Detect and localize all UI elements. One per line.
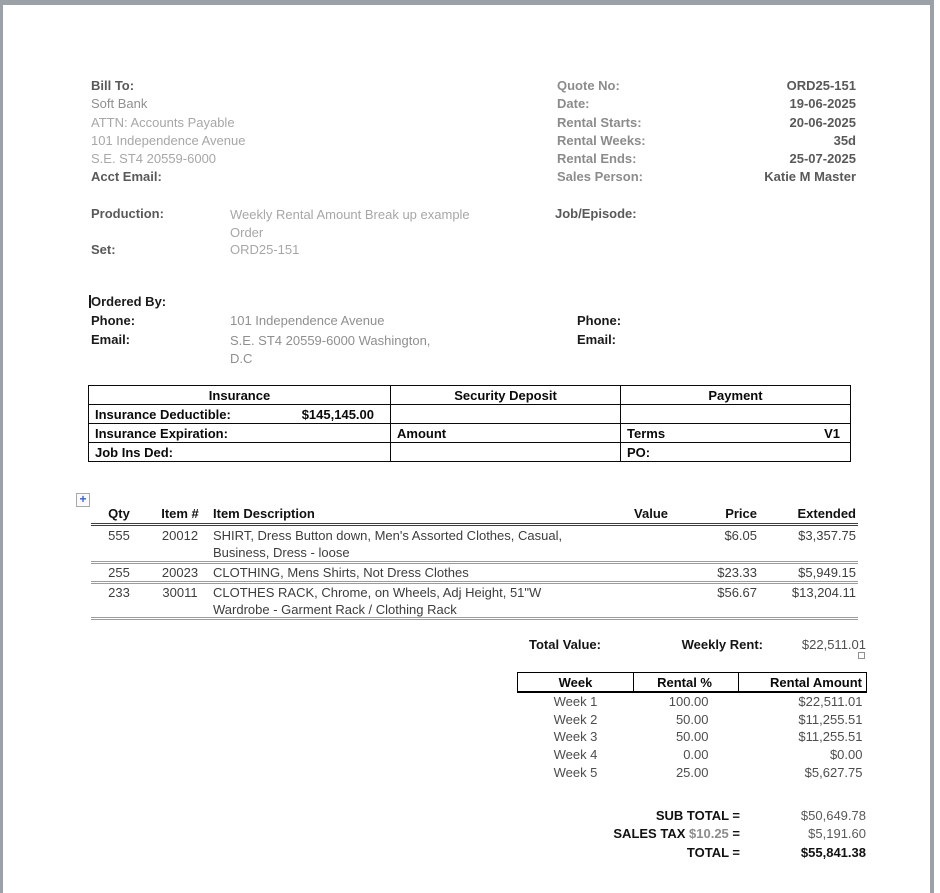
rental-ends-label: Rental Ends: xyxy=(557,151,637,167)
row-separator xyxy=(91,561,858,564)
email-value-line2: D.C xyxy=(230,351,253,367)
sales-tax-row xyxy=(450,826,866,845)
total-value: $55,841.38 xyxy=(800,845,866,860)
rental-weeks-value: 35d xyxy=(833,132,856,148)
extended-header: Extended xyxy=(797,506,856,521)
week-name: Week 4 xyxy=(553,747,598,763)
sales-tax-value: $5,191.60 xyxy=(808,826,866,841)
date-row xyxy=(557,95,856,113)
week-pct: 50.00 xyxy=(675,729,709,745)
phone-value: 101 Independence Avenue xyxy=(230,313,385,328)
insurance-header-row xyxy=(89,386,851,405)
item-description-line2: Business, Dress - loose xyxy=(213,544,350,560)
week-name: Week 5 xyxy=(553,764,598,780)
week-amount: $5,627.75 xyxy=(804,764,863,780)
total-value-label: Total Value: xyxy=(529,637,601,652)
item-extended: $5,949.15 xyxy=(798,565,856,580)
quote-no-label: Quote No: xyxy=(557,78,620,93)
sales-person-row xyxy=(557,168,856,186)
ordered-by-label: Ordered By: xyxy=(91,294,167,309)
rental-weeks-label: Rental Weeks: xyxy=(557,132,646,148)
item-description-line2: Wardrobe - Garment Rack / Clothing Rack xyxy=(213,601,457,617)
week-amount: $0.00 xyxy=(829,747,863,763)
sub-total-row xyxy=(450,808,866,827)
item-extended: $3,357.75 xyxy=(798,528,856,543)
sub-total-value: $50,649.78 xyxy=(800,808,866,823)
date-label: Date: xyxy=(557,96,590,112)
item-description-line1: CLOTHES RACK, Chrome, on Wheels, Adj Height, 51"W xyxy=(213,585,542,600)
week-row xyxy=(518,763,867,781)
sub-total-label: SUB TOTAL = xyxy=(655,808,740,823)
row-separator xyxy=(91,581,858,584)
insurance-deductible-value: $145,145.00 xyxy=(301,406,374,422)
bill-to-section xyxy=(91,77,245,187)
item-price: $56.67 xyxy=(717,585,757,600)
item-number-header: Item # xyxy=(161,506,199,521)
insurance-expiration-label: Insurance Expiration: xyxy=(89,424,391,443)
set-label: Set: xyxy=(91,242,116,257)
production-value-line1: Weekly Rental Amount Break up example xyxy=(230,207,470,222)
weekly-rent-value: $22,511.01 xyxy=(801,637,866,652)
week-amount: $22,511.01 xyxy=(798,694,863,710)
week-header: Week xyxy=(518,673,634,693)
value-header: Value xyxy=(634,506,668,521)
table-resize-handle[interactable] xyxy=(858,652,865,659)
payment-empty-cell xyxy=(621,405,851,424)
production-label: Production: xyxy=(91,206,164,221)
rental-pct-header: Rental % xyxy=(634,673,739,693)
week-name: Week 2 xyxy=(553,711,598,727)
set-value: ORD25-151 xyxy=(230,242,300,257)
item-description-header: Item Description xyxy=(213,506,315,521)
total-label: TOTAL = xyxy=(686,845,740,860)
contact-phone-label: Phone: xyxy=(577,313,622,328)
contact-email-label: Email: xyxy=(577,332,617,347)
insurance-table xyxy=(88,385,851,462)
weekly-rent-label: Weekly Rent: xyxy=(681,637,763,652)
table-move-handle-icon[interactable]: + xyxy=(76,493,90,507)
week-pct: 25.00 xyxy=(675,764,709,780)
item-qty: 233 xyxy=(108,585,130,600)
item-extended: $13,204.11 xyxy=(791,585,856,600)
week-pct: 100.00 xyxy=(668,694,709,710)
sales-tax-label: SALES TAX xyxy=(613,826,686,841)
week-amount: $11,255.51 xyxy=(798,729,863,745)
item-description-line1: CLOTHING, Mens Shirts, Not Dress Clothes xyxy=(213,565,469,580)
amount-label: Amount xyxy=(391,424,621,443)
production-value-line2: Order xyxy=(230,225,264,241)
item-price: $23.33 xyxy=(717,565,757,580)
rental-ends-value: 25-07-2025 xyxy=(789,151,856,167)
quote-info-section xyxy=(557,77,856,187)
email-value xyxy=(230,332,430,369)
bill-to-attn: ATTN: Accounts Payable xyxy=(91,114,235,130)
expiration-row xyxy=(89,424,851,443)
item-number: 20023 xyxy=(161,565,199,580)
sales-tax-rate: $10.25 xyxy=(689,826,729,841)
item-number: 20012 xyxy=(161,528,199,543)
price-header: Price xyxy=(725,506,757,521)
payment-header: Payment xyxy=(621,386,851,405)
item-qty: 555 xyxy=(108,528,130,543)
sales-person-label: Sales Person: xyxy=(557,169,643,185)
quote-no-row xyxy=(557,77,856,95)
page-edge-right xyxy=(930,0,934,893)
bill-to-address1: 101 Independence Avenue xyxy=(91,132,246,148)
acct-email-label: Acct Email: xyxy=(91,169,162,185)
security-deposit-empty-cell xyxy=(391,405,621,424)
qty-header: Qty xyxy=(108,506,130,521)
item-price: $6.05 xyxy=(724,528,757,543)
rental-amount-header: Rental Amount xyxy=(739,673,867,693)
job-episode-label: Job/Episode: xyxy=(555,206,637,221)
insurance-header: Insurance xyxy=(89,386,391,405)
rental-weeks-row xyxy=(557,132,856,150)
insurance-deductible-label: Insurance Deductible: xyxy=(95,406,231,422)
week-amount: $11,255.51 xyxy=(798,711,863,727)
email-label: Email: xyxy=(91,332,131,347)
item-number: 30011 xyxy=(162,585,198,600)
week-pct: 50.00 xyxy=(675,711,709,727)
page-edge-left xyxy=(0,0,3,893)
deductible-row xyxy=(89,405,851,424)
week-name: Week 3 xyxy=(553,729,598,745)
rental-starts-value: 20-06-2025 xyxy=(789,114,856,130)
email-value-line1: S.E. ST4 20559-6000 Washington, xyxy=(230,333,431,348)
bill-to-company: Soft Bank xyxy=(91,96,148,112)
deposit-empty-cell2 xyxy=(391,443,621,462)
po-label: PO: xyxy=(621,443,851,462)
date-value: 19-06-2025 xyxy=(789,96,856,112)
items-header-rule xyxy=(91,523,858,526)
bill-to-label: Bill To: xyxy=(91,78,135,93)
job-ins-ded-row xyxy=(89,443,851,462)
week-pct: 0.00 xyxy=(683,747,709,763)
sales-person-value: Katie M Master xyxy=(764,169,856,185)
week-row xyxy=(518,711,867,729)
rental-starts-label: Rental Starts: xyxy=(557,114,642,130)
page-edge-top xyxy=(0,0,934,5)
items-table-header xyxy=(0,506,940,523)
week-row xyxy=(518,728,867,746)
week-name: Week 1 xyxy=(553,694,598,710)
production-value xyxy=(230,206,540,243)
item-qty: 255 xyxy=(108,565,130,580)
week-row xyxy=(518,692,867,711)
bill-to-address2: S.E. ST4 20559-6000 xyxy=(91,151,217,167)
sales-tax-equals: = xyxy=(732,826,740,841)
quote-no-value: ORD25-151 xyxy=(786,78,856,93)
job-ins-ded-label: Job Ins Ded: xyxy=(89,443,391,462)
terms-label: Terms xyxy=(627,425,666,441)
security-deposit-header: Security Deposit xyxy=(391,386,621,405)
phone-label: Phone: xyxy=(91,313,136,328)
item-description-line1: SHIRT, Dress Button down, Men's Assorted Clothes, Casual, xyxy=(213,528,563,543)
rental-ends-row xyxy=(557,150,856,168)
rental-starts-row xyxy=(557,114,856,132)
week-row xyxy=(518,746,867,764)
items-bottom-rule xyxy=(91,617,858,620)
week-header-row xyxy=(518,673,867,693)
total-row xyxy=(450,845,866,864)
terms-value: V1 xyxy=(824,425,840,441)
week-breakdown-table xyxy=(517,672,867,781)
